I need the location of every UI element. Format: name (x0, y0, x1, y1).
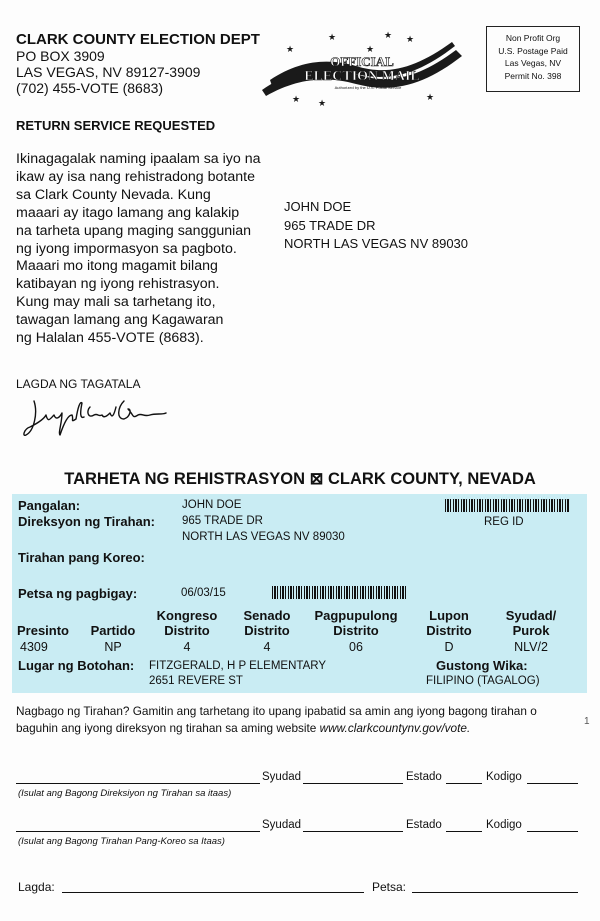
svg-text:★: ★ (292, 95, 301, 105)
board-label-line1: Lupon (429, 608, 469, 623)
preferred-language-label: Gustong Wika: (436, 658, 528, 673)
svg-text:★: ★ (286, 45, 295, 55)
assembly-label-line2: Distrito (333, 623, 379, 638)
issue-barcode (272, 586, 406, 599)
residence-address-line2: NORTH LAS VEGAS NV 89030 (182, 531, 345, 543)
city-ward-label-line1: Syudad/ (505, 608, 557, 623)
logo-tagline: Authorized by the U.S. Postal Service (334, 85, 402, 90)
indicia-line: U.S. Postage Paid (498, 45, 568, 56)
reg-id-barcode (445, 499, 569, 512)
new-mailing-city-line[interactable] (303, 831, 403, 832)
welcome-message (16, 151, 271, 348)
message-line: Kung may mali sa tarhetang ito, (16, 294, 216, 311)
svg-text:★: ★ (384, 31, 393, 41)
election-dept-name: CLARK COUNTY ELECTION DEPT (16, 31, 260, 48)
registrar-signature-label: LAGDA NG TAGATALA (16, 377, 141, 391)
registrar-signature (20, 393, 170, 441)
new-mailing-state-label: Estado (406, 819, 442, 831)
message-line: ng Halalan 455-VOTE (8683). (16, 330, 204, 347)
svg-text:★: ★ (318, 99, 327, 108)
party-value: NP (104, 640, 122, 654)
message-line: maaari ay itago lamang ang kalakip (16, 204, 240, 221)
new-residence-caption: (Isulat ang Bagong Direksiyon ng Tirahan sa itaas) (18, 788, 232, 799)
new-residence-state-line[interactable] (446, 783, 482, 784)
return-address (16, 32, 260, 96)
new-residence-zip-label: Kodigo (486, 771, 522, 783)
message-line: Ikinagagalak naming ipaalam sa iyo na (16, 151, 261, 167)
new-residence-address-line[interactable] (16, 783, 260, 784)
board-district-label (418, 608, 480, 638)
return-city: LAS VEGAS, NV 89127-3909 (16, 64, 201, 80)
congress-label-line2: Distrito (164, 623, 210, 638)
official-election-mail-logo (256, 30, 468, 108)
congress-label-line1: Kongreso (156, 608, 218, 623)
voter-signature-label: Lagda: (18, 880, 55, 894)
precinct-label: Presinto (16, 623, 69, 638)
addressee-street: 965 TRADE DR (284, 217, 376, 233)
message-line: ng iyong impormasyon sa pagboto. (16, 240, 237, 257)
new-residence-state-label: Estado (406, 771, 442, 783)
new-mailing-caption: (Isulat ang Bagong Tirahan Pang-Koreo sa Itaas) (18, 836, 225, 847)
name-label: Pangalan: (18, 498, 81, 513)
issue-date-value: 06/03/15 (181, 587, 226, 599)
new-residence-zip-line[interactable] (527, 783, 578, 784)
polling-place-street: 2651 REVERE ST (149, 675, 243, 687)
svg-text:★: ★ (406, 35, 415, 45)
signature-date-line[interactable] (412, 892, 578, 893)
page-number: 1 (584, 716, 590, 727)
addressee-city: NORTH LAS VEGAS NV 89030 (284, 236, 469, 251)
indicia-line: Permit No. 398 (504, 70, 562, 81)
return-service-requested: RETURN SERVICE REQUESTED (16, 118, 216, 133)
assembly-district-value: 06 (349, 640, 363, 654)
address-change-instructions (16, 703, 576, 736)
new-mailing-zip-line[interactable] (527, 831, 578, 832)
senate-district-value: 4 (263, 640, 271, 654)
logo-election-mail-text: ELECTION MAIL (304, 69, 420, 84)
congress-district-label (152, 608, 222, 638)
po-box: PO BOX 3909 (16, 48, 105, 64)
city-ward-value: NLV/2 (514, 640, 548, 654)
message-line: tawagan lamang ang Kagawaran (16, 312, 224, 329)
message-line: katibayan ng iyong rehistrasyon. (16, 276, 220, 293)
return-phone: (702) 455-VOTE (8683) (16, 80, 164, 96)
city-ward-label (494, 608, 568, 638)
issue-date-label: Petsa ng pagbigay: (18, 586, 138, 601)
instructions-line2 (16, 720, 576, 737)
board-district-value: D (444, 640, 454, 654)
instructions-line2-text: baguhin ang iyong direksyon ng tirahan sa aming website (16, 720, 320, 735)
residence-address-label: Direksyon ng Tirahan: (18, 514, 156, 529)
message-line: na tarheta upang maging sanggunian (16, 222, 252, 239)
new-residence-city-line[interactable] (303, 783, 403, 784)
new-mailing-address-line[interactable] (16, 831, 260, 832)
instructions-line1: Nagbago ng Tirahan? Gamitin ang tarhetang ito upang ipabatid sa amin ang iyong bagong tirahan o (16, 704, 537, 718)
addressee-name: JOHN DOE (284, 199, 352, 214)
residence-address-line1: 965 TRADE DR (182, 515, 263, 527)
svg-text:★: ★ (366, 45, 375, 55)
congress-district-value: 4 (183, 640, 191, 654)
message-line: Maaari mo itong magamit bilang (16, 258, 218, 275)
polling-place-label: Lugar ng Botohan: (18, 658, 135, 673)
new-mailing-state-line[interactable] (446, 831, 482, 832)
assembly-label-line1: Pagpupulong (314, 608, 398, 623)
svg-text:★: ★ (328, 33, 337, 43)
mailing-address-label: Tirahan pang Koreo: (18, 550, 145, 565)
postage-indicia (486, 26, 580, 92)
indicia-line: Non Profit Org (505, 33, 561, 43)
preferred-language-value: FILIPINO (TAGALOG) (426, 675, 540, 687)
senate-label-line1: Senado (243, 608, 291, 623)
party-label: Partido (90, 623, 136, 638)
registration-card (12, 494, 587, 693)
precinct-value: 4309 (20, 640, 48, 654)
svg-text:★: ★ (436, 63, 445, 73)
senate-district-label (234, 608, 300, 638)
senate-label-line2: Distrito (244, 623, 290, 638)
website-link[interactable]: www.clarkcountynv.gov/vote. (319, 720, 471, 735)
board-label-line2: Distrito (426, 623, 472, 638)
name-value: JOHN DOE (182, 499, 242, 511)
new-mailing-zip-label: Kodigo (486, 819, 522, 831)
city-ward-label-line2: Purok (512, 623, 550, 638)
signature-date-label: Petsa: (372, 880, 407, 894)
assembly-district-label (308, 608, 404, 638)
svg-text:★: ★ (426, 93, 435, 103)
logo-official-text: OFFICIAL (330, 54, 394, 69)
addressee-block (284, 198, 468, 254)
indicia-line: Las Vegas, NV (504, 58, 562, 68)
message-line: ikaw ay isa nang rehistradong botante (16, 168, 255, 185)
new-mailing-city-label: Syudad (262, 819, 302, 831)
registration-card-title: TARHETA NG REHISTRASYON ⊠ CLARK COUNTY, NEVADA (64, 470, 536, 488)
polling-place-name: FITZGERALD, H P ELEMENTARY (149, 660, 327, 672)
voter-signature-line[interactable] (62, 892, 364, 893)
new-residence-city-label: Syudad (262, 771, 302, 783)
message-line: sa Clark County Nevada. Kung (16, 186, 211, 203)
reg-id-label: REG ID (484, 516, 524, 528)
